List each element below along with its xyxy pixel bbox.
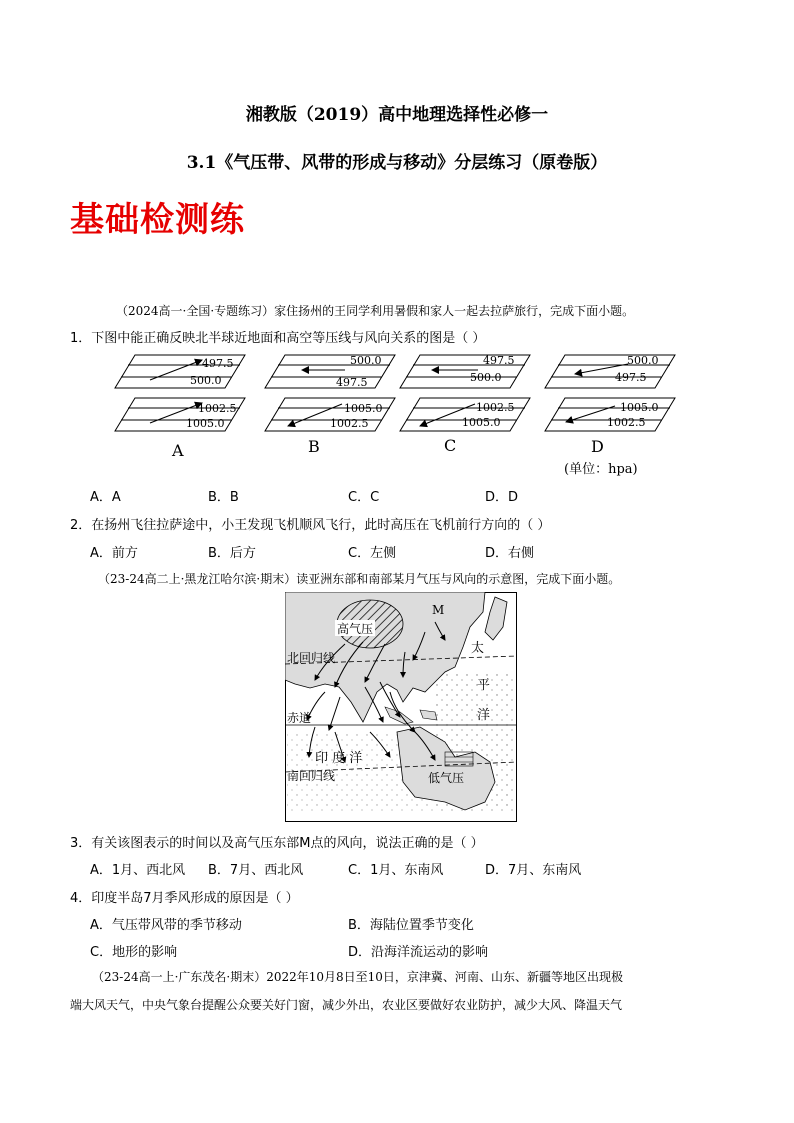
q3-option-c[interactable]: C．1月、东南风: [348, 863, 444, 878]
group3-intro-line2: 端大风天气，中央气象台提醒公众要关好门窗，减少外出，农业区要做好农业防护，减少大风、降温天气: [70, 998, 623, 1012]
isobar-label: 500.0: [627, 354, 659, 367]
document-subtitle: 3.1《气压带、风带的形成与移动》分层练习（原卷版）: [186, 153, 608, 173]
isobar-label: 1002.5: [607, 416, 646, 429]
tropic-north-label: 北回归线: [287, 651, 336, 665]
tropic-south-label: 南回归线: [287, 769, 336, 783]
question-4-stem: 4．印度半岛7月季风形成的原因是（ ）: [70, 891, 299, 906]
isobar-label: 500.0: [350, 354, 382, 367]
isobar-label: 1002.5: [330, 417, 369, 430]
panel-c: [400, 354, 530, 431]
isobar-figure: [110, 350, 680, 480]
q4-option-c[interactable]: C．地形的影响: [90, 945, 178, 960]
q4-option-b[interactable]: B．海陆位置季节变化: [348, 918, 474, 933]
q1-option-c[interactable]: C．C: [348, 490, 380, 505]
q2-option-c[interactable]: C．左侧: [348, 546, 397, 561]
isobar-label: 500.0: [190, 374, 222, 387]
isobar-label: 1005.0: [186, 417, 225, 430]
equator-label: 赤道: [287, 711, 312, 725]
q2-option-b[interactable]: B．后方: [208, 546, 256, 561]
q4-option-d[interactable]: D．沿海洋流运动的影响: [348, 945, 489, 960]
isobar-label: 500.0: [470, 371, 502, 384]
pacific-label: 平: [477, 678, 491, 693]
q3-option-d[interactable]: D．7月、东南风: [485, 863, 582, 878]
q1-option-b[interactable]: B．B: [208, 490, 239, 505]
panel-b: [265, 354, 395, 431]
q3-option-b[interactable]: B．7月、西北风: [208, 863, 304, 878]
isobar-label: 497.5: [615, 371, 647, 384]
isobar-label: 1005.0: [344, 402, 383, 415]
isobar-label: 497.5: [336, 376, 368, 389]
isobar-label: 1002.5: [198, 402, 237, 415]
asia-pressure-map: [285, 592, 517, 822]
section-title: 基础检测练: [70, 200, 245, 240]
pacific-label: 太: [471, 641, 485, 656]
q1-option-d[interactable]: D．D: [485, 490, 519, 505]
group3-intro-line1: （23-24高一上·广东茂名·期末）2022年10月8日至10日，京津冀、河南、山东、新疆等地区出现极: [92, 970, 623, 984]
isobar-label: 497.5: [202, 357, 234, 370]
isobar-label: 1002.5: [476, 401, 515, 414]
isobar-label: 497.5: [483, 354, 515, 367]
unit-label: (单位：hpa): [564, 462, 638, 477]
panel-letter: B: [308, 437, 320, 456]
group2-intro: （23-24高二上·黑龙江哈尔滨·期末）读亚洲东部和南部某月气压与风向的示意图，完成下面小题。: [98, 572, 621, 586]
q3-option-a[interactable]: A．1月、西北风: [90, 863, 186, 878]
panel-a: [115, 355, 245, 431]
isobar-label: 1005.0: [462, 416, 501, 429]
pacific-label: 洋: [477, 708, 491, 723]
indian-ocean-label: 印 度 洋: [315, 751, 363, 766]
q1-option-a[interactable]: A．A: [90, 490, 121, 505]
document-title: 湘教版（2019）高中地理选择性必修一: [245, 105, 549, 125]
panel-d: [545, 354, 675, 431]
panel-letter: D: [591, 437, 604, 456]
q4-option-a[interactable]: A．气压带风带的季节移动: [90, 918, 242, 933]
question-2-stem: 2．在扬州飞往拉萨途中，小王发现飞机顺风飞行，此时高压在飞机前行方向的（ ）: [70, 518, 551, 533]
isobar-label: 1005.0: [620, 401, 659, 414]
high-pressure-label: 高气压: [337, 622, 374, 636]
point-m-label: M: [432, 603, 445, 617]
group1-intro: （2024高一·全国·专题练习）家住扬州的王同学利用暑假和家人一起去拉萨旅行，完成下面小题。: [116, 304, 635, 318]
low-pressure-label: 低气压: [428, 771, 465, 785]
question-1-stem: 1．下图中能正确反映北半球近地面和高空等压线与风向关系的图是（ ）: [70, 331, 486, 346]
q2-option-a[interactable]: A．前方: [90, 546, 138, 561]
question-3-stem: 3．有关该图表示的时间以及高气压东部M点的风向，说法正确的是（ ）: [70, 836, 484, 851]
q2-option-d[interactable]: D．右侧: [485, 546, 535, 561]
panel-letter: C: [444, 436, 457, 455]
panel-letter: A: [172, 441, 184, 460]
